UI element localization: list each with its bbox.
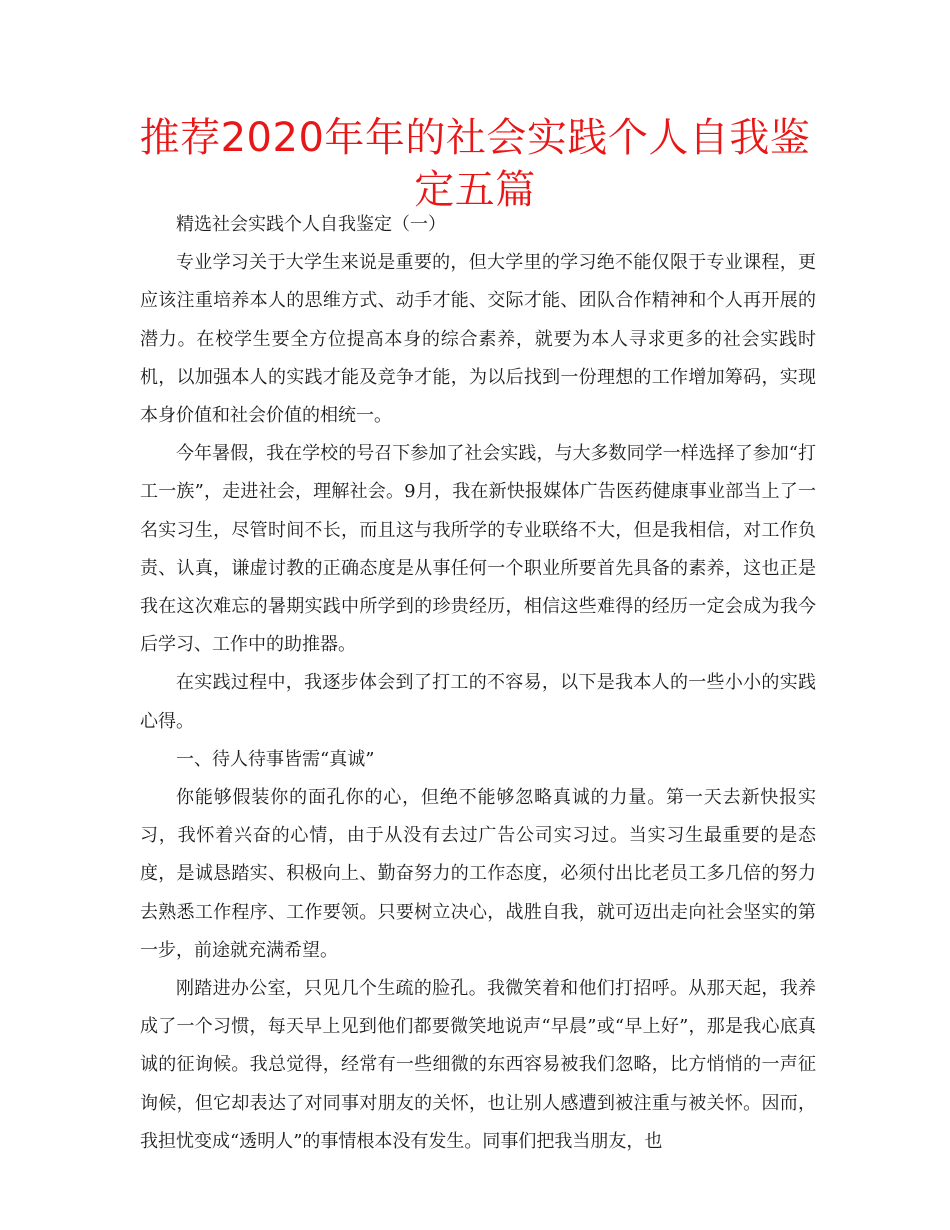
document-title: 推荐2020年年的社会实践个人自我鉴定五篇 [139,115,811,213]
document-body [140,206,816,1161]
paragraph: 今年暑假，我在学校的号召下参加了社会实践，与大多数同学一样选择了参加“打工一族”，走进社会，理解社会。9月，我在新快报媒体广告医药健康事业部当上了一名实习生，尽管时间不长，而且这与我所学的专业联络不大，但是我相信，对工作负责、认真，谦虚讨教的正确态度是从事任何一个职业所要首先具备的素养，这也正是我在这次难忘的暑期实践中所学到的珍贵经历，相信这些难得的经历一定会成为我今后学习、工作中的助推器。 [140,443,816,656]
paragraph: 专业学习关于大学生来说是重要的，但大学里的学习绝不能仅限于专业课程，更应该注重培养本人的思维方式、动手才能、交际才能、团队合作精神和个人再开展的潜力。在校学生要全方位提高本身的综合素养，就要为本人寻求更多的社会实践时机，以加强本人的实践才能及竞争才能，为以后找到一份理想的工作增加筹码，实现本身价值和社会价值的相统一。 [140,252,816,427]
section-heading: 一、待人待事皆需“真诚” [176,748,375,770]
paragraph: 在实践过程中，我逐步体会到了打工的不容易，以下是我本人的一些小小的实践心得。 [140,672,816,732]
section-heading: 精选社会实践个人自我鉴定（一） [176,214,446,235]
paragraph: 刚踏进办公室，只见几个生疏的脸孔。我微笑着和他们打招呼。从那天起，我养成了一个习惯，每天早上见到他们都要微笑地说声“早晨”或“早上好”，那是我心底真诚的征询候。我总觉得，经常有一些细微的东西容易被我们忽略，比方悄悄的一声征询候，但它却表达了对同事对朋友的关怀，也让别人感遭到被注重与被关怀。因而，我担忧变成“透明人”的事情根本没有发生。同事们把我当朋友，也 [140,978,816,1152]
paragraph: 你能够假装你的面孔你的心，但绝不能够忽略真诚的力量。第一天去新快报实习，我怀着兴奋的心情，由于从没有去过广告公司实习过。当实习生最重要的是态度，是诚恳踏实、积极向上、勤奋努力的工作态度，必须付出比老员工多几倍的努力去熟悉工作程序、工作要领。只要树立决心，战胜自我，就可迈出走向社会坚实的第一步，前途就充满希望。 [140,787,816,961]
